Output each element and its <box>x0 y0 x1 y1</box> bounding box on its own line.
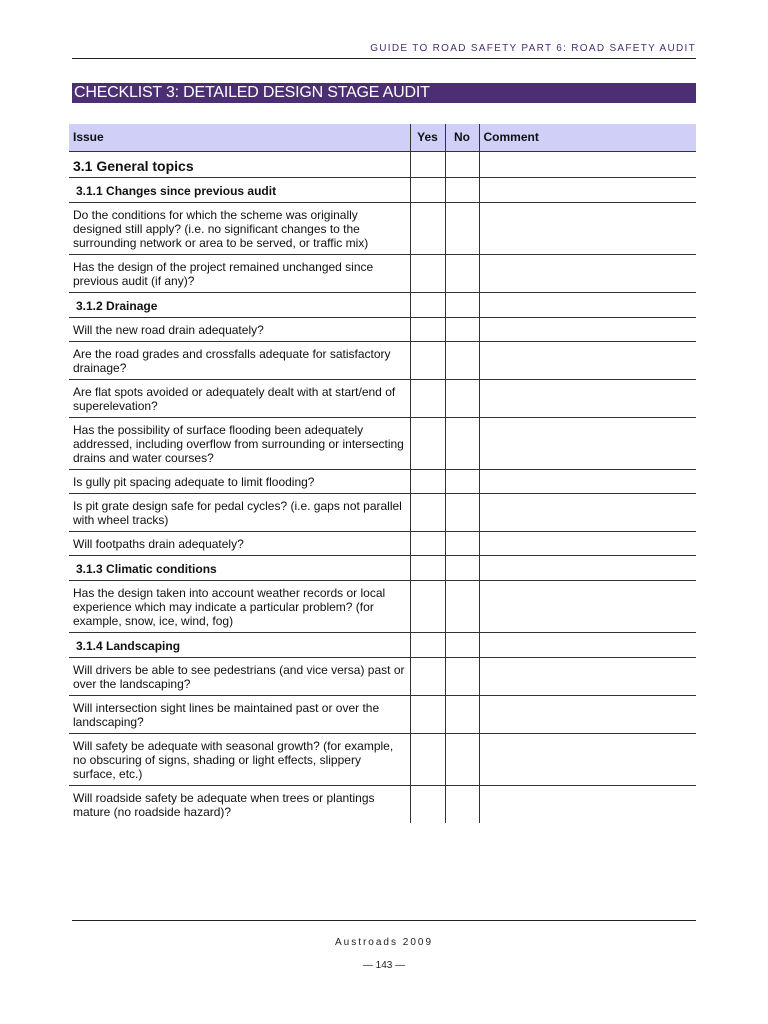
yes-checkbox-cell <box>410 177 445 202</box>
question-text: Are the road grades and crossfalls adequate for satisfactory drainage? <box>69 341 410 379</box>
question-text: Has the possibility of surface flooding been adequately addressed, including overflow from surrounding or intersecting drains and water courses? <box>69 417 410 469</box>
checklist-question-row <box>69 202 696 254</box>
comment-cell[interactable] <box>479 341 696 379</box>
comment-cell[interactable] <box>479 657 696 695</box>
no-checkbox-cell[interactable] <box>445 417 479 469</box>
question-text: Will drivers be able to see pedestrians (and vice versa) past or over the landscaping? <box>69 657 410 695</box>
comment-cell <box>479 177 696 202</box>
yes-checkbox-cell[interactable] <box>410 417 445 469</box>
column-header-yes: Yes <box>410 124 445 151</box>
question-text: Will intersection sight lines be maintained past or over the landscaping? <box>69 695 410 733</box>
question-text: Are flat spots avoided or adequately dealt with at start/end of superelevation? <box>69 379 410 417</box>
yes-checkbox-cell[interactable] <box>410 254 445 292</box>
question-text: Will footpaths drain adequately? <box>69 531 410 555</box>
no-checkbox-cell[interactable] <box>445 657 479 695</box>
no-checkbox-cell <box>445 555 479 580</box>
question-text: Has the design of the project remained unchanged since previous audit (if any)? <box>69 254 410 292</box>
no-checkbox-cell[interactable] <box>445 202 479 254</box>
comment-cell[interactable] <box>479 379 696 417</box>
yes-checkbox-cell <box>410 632 445 657</box>
checklist-question-row <box>69 493 696 531</box>
question-text: Will the new road drain adequately? <box>69 317 410 341</box>
yes-checkbox-cell[interactable] <box>410 695 445 733</box>
comment-cell[interactable] <box>479 417 696 469</box>
column-header-comment: Comment <box>479 124 696 151</box>
comment-cell[interactable] <box>479 785 696 823</box>
checklist-question-row <box>69 317 696 341</box>
checklist-question-row <box>69 580 696 632</box>
checklist-question-row <box>69 657 696 695</box>
no-checkbox-cell[interactable] <box>445 341 479 379</box>
yes-checkbox-cell[interactable] <box>410 317 445 341</box>
subsection-heading-row <box>69 292 696 317</box>
checklist-question-row <box>69 469 696 493</box>
comment-cell[interactable] <box>479 202 696 254</box>
subsection-heading: 3.1.2 Drainage <box>69 292 410 317</box>
subsection-heading-row <box>69 555 696 580</box>
footer-rule <box>72 920 696 921</box>
question-text: Is pit grate design safe for pedal cycles? (i.e. gaps not parallel with wheel tracks) <box>69 493 410 531</box>
yes-checkbox-cell[interactable] <box>410 733 445 785</box>
comment-cell <box>479 292 696 317</box>
question-text: Do the conditions for which the scheme was originally designed still apply? (i.e. no significant changes to the surrounding network or area to be served, or traffic mix) <box>69 202 410 254</box>
no-checkbox-cell[interactable] <box>445 469 479 493</box>
no-checkbox-cell <box>445 177 479 202</box>
checklist-question-row <box>69 785 696 823</box>
running-header: GUIDE TO ROAD SAFETY PART 6: ROAD SAFETY AUDIT <box>370 43 696 54</box>
section-heading-row <box>69 151 696 177</box>
comment-cell[interactable] <box>479 254 696 292</box>
comment-cell[interactable] <box>479 317 696 341</box>
header-rule <box>72 58 696 59</box>
no-checkbox-cell[interactable] <box>445 493 479 531</box>
yes-checkbox-cell[interactable] <box>410 531 445 555</box>
comment-cell <box>479 151 696 177</box>
checklist-question-row <box>69 379 696 417</box>
no-checkbox-cell[interactable] <box>445 733 479 785</box>
no-checkbox-cell <box>445 632 479 657</box>
yes-checkbox-cell[interactable] <box>410 469 445 493</box>
comment-cell[interactable] <box>479 469 696 493</box>
checklist-body <box>69 151 696 823</box>
no-checkbox-cell[interactable] <box>445 785 479 823</box>
yes-checkbox-cell[interactable] <box>410 493 445 531</box>
yes-checkbox-cell[interactable] <box>410 657 445 695</box>
yes-checkbox-cell <box>410 292 445 317</box>
no-checkbox-cell[interactable] <box>445 317 479 341</box>
yes-checkbox-cell <box>410 555 445 580</box>
checklist-question-row <box>69 417 696 469</box>
comment-cell[interactable] <box>479 493 696 531</box>
subsection-heading: 3.1.4 Landscaping <box>69 632 410 657</box>
checklist-question-row <box>69 341 696 379</box>
question-text: Has the design taken into account weather records or local experience which may indicate a particular problem? (for example, snow, ice, wind, fog) <box>69 580 410 632</box>
question-text: Is gully pit spacing adequate to limit flooding? <box>69 469 410 493</box>
comment-cell[interactable] <box>479 733 696 785</box>
comment-cell[interactable] <box>479 531 696 555</box>
subsection-heading-row <box>69 632 696 657</box>
no-checkbox-cell[interactable] <box>445 695 479 733</box>
column-header-issue: Issue <box>69 124 410 151</box>
yes-checkbox-cell[interactable] <box>410 785 445 823</box>
comment-cell <box>479 632 696 657</box>
no-checkbox-cell <box>445 292 479 317</box>
yes-checkbox-cell[interactable] <box>410 379 445 417</box>
yes-checkbox-cell <box>410 151 445 177</box>
subsection-heading-row <box>69 177 696 202</box>
checklist-question-row <box>69 531 696 555</box>
no-checkbox-cell[interactable] <box>445 254 479 292</box>
column-header-no: No <box>445 124 479 151</box>
footer-organisation: Austroads 2009 <box>334 937 434 948</box>
comment-cell[interactable] <box>479 580 696 632</box>
no-checkbox-cell <box>445 151 479 177</box>
question-text: Will safety be adequate with seasonal growth? (for example, no obscuring of signs, shading or light effects, slippery surface, etc.) <box>69 733 410 785</box>
checklist-question-row <box>69 733 696 785</box>
no-checkbox-cell[interactable] <box>445 580 479 632</box>
question-text: Will roadside safety be adequate when trees or plantings mature (no roadside hazard)? <box>69 785 410 823</box>
yes-checkbox-cell[interactable] <box>410 580 445 632</box>
page-number: — 143 — <box>362 960 406 971</box>
checklist-question-row <box>69 254 696 292</box>
subsection-heading: 3.1.1 Changes since previous audit <box>69 177 410 202</box>
checklist-title: CHECKLIST 3: DETAILED DESIGN STAGE AUDIT <box>72 83 696 103</box>
no-checkbox-cell[interactable] <box>445 379 479 417</box>
subsection-heading: 3.1.3 Climatic conditions <box>69 555 410 580</box>
yes-checkbox-cell[interactable] <box>410 202 445 254</box>
no-checkbox-cell[interactable] <box>445 531 479 555</box>
comment-cell <box>479 555 696 580</box>
table-header-row <box>69 124 696 151</box>
checklist-question-row <box>69 695 696 733</box>
comment-cell[interactable] <box>479 695 696 733</box>
audit-checklist-table <box>69 124 696 823</box>
section-heading: 3.1 General topics <box>69 151 410 177</box>
yes-checkbox-cell[interactable] <box>410 341 445 379</box>
